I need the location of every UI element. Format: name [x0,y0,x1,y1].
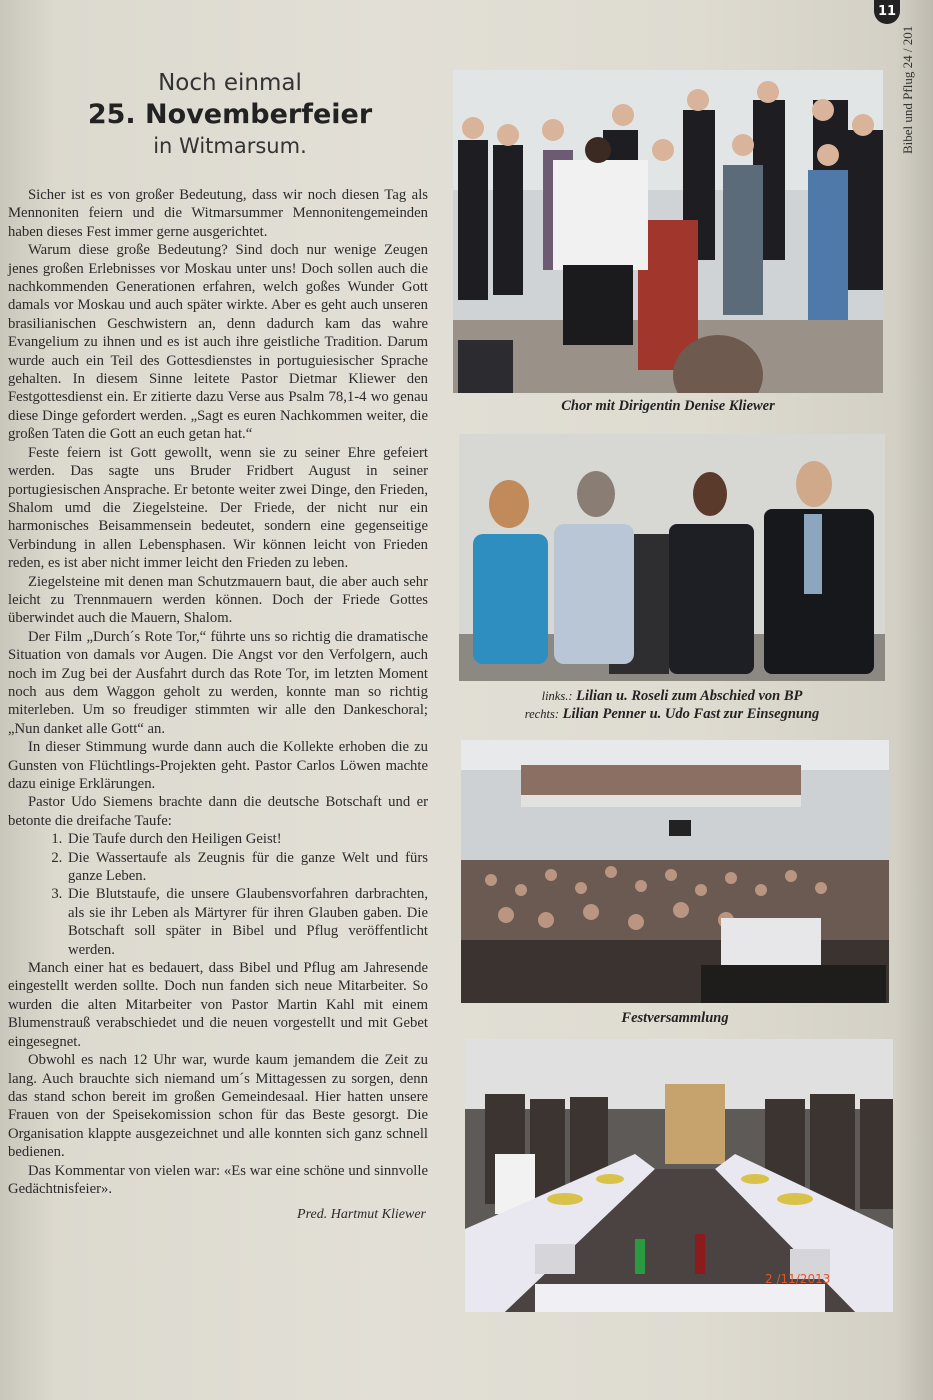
paragraph: Sicher ist es von großer Bedeutung, dass wir noch diesen Tag als Mennoniten feiern und die Witmarsummer Mennonitengemeinden haben dieses Fest immer gerne ausgerichtet. [8,187,428,240]
list-item: 3. Die Blutstaufe, die unsere Glaubensvorfahren darbrachten, als sie ihr Leben als Märtyrer für ihren Glauben gaben. Die Botschaft soll später in Bibel und Pflug veröffentlicht werden. [66,885,428,959]
title-subline: in Witmarsum. [153,134,307,158]
farewell-photo [459,434,885,681]
caption-left-text: Lilian u. Roseli zum Abschied von BP [576,688,803,704]
caption-left-label: links.: [541,689,573,703]
article-title [20,68,440,160]
running-head: Bibel und Pflug 24 / 201 [900,25,915,154]
paragraph: Ziegelsteine mit denen man Schutzmauern baut, die aber auch sehr leicht zu Trennmauern werden können. Doch der Friede Gottes überwindet auch die Mauern, Shalom. [8,573,428,627]
lunch-photo [465,1039,893,1312]
paragraph: In dieser Stimmung wurde dann auch die Kollekte erhoben die zu Gunsten von Flüchtlings-Projekten geht. Pastor Carlos Löwen machte dazu einige Erklärungen. [8,739,428,792]
caption-right-text: Lilian Penner u. Udo Fast zur Einsegnung [562,706,820,722]
farewell-caption [459,687,885,723]
baptism-list [8,830,428,959]
list-item: 2. Die Wassertaufe als Zeugnis für die ganze Welt und fürs ganze Leben. [66,849,428,886]
assembly-photo [461,740,889,1003]
paragraph: Der Film „Durch´s Rote Tor,“ führte uns so richtig die dramatische Situation von damals vor Augen. Die Angst vor den Verfolgern, auch noch im Zug bei der Ausfahrt durch das Rote Tor, im letzten Moment noch aus dem Waggon geholt zu werden, konnte man so richtig miterleben. Um so freudiger stimmten wir alle den Dankeschoral; „Nun danket alle Gott“ an. [8,628,428,737]
paragraph: Das Kommentar von vielen war: «Es war eine schöne und sinnvolle Gedächtnisfeier». [8,1162,428,1197]
paragraph: Pastor Udo Siemens brachte dann die deutsche Botschaft und er betonte die dreifache Taufe: [8,794,428,829]
choir-caption: Chor mit Dirigentin Denise Kliewer [561,398,775,414]
byline: Pred. Hartmut Kliewer [297,1207,426,1223]
paragraph: Obwohl es nach 12 Uhr war, wurde kaum jemandem die Zeit zu lang. Auch brauchte sich niemand um´s Mittagessen zu sorgen, denn das stand schon bereit im großen Gemeindesaal. Hier hatten unsere Frauen von der Speisekomission schon für das Beste gesorgt. Die Organisation klappte ausgezeichnet und alle konnten sich ganz schnell bedienen. [8,1052,428,1161]
article-body [8,186,428,1225]
assembly-caption: Festversammlung [621,1010,729,1026]
title-kicker: Noch einmal [158,70,302,96]
paragraph: Manch einer hat es bedauert, dass Bibel und Pflug am Jahresende eingestellt werden sollte. Doch nun fanden sich neue Mitarbeiter. So wurden die alten Mitarbeiter von Pastor Martin Kahl mit einem Blumenstrauß verabschiedet und die neuen vorgestellt und mit Gebet eingesegnet. [8,960,428,1050]
paragraph: Feste feiern ist Gott gewollt, wenn sie zu seiner Ehre gefeiert werden. Das sagte uns Bruder Fridbert August in seiner portugiesischen Ansprache. Er betonte weiter zwei Dinge, den Frieden, Shalom umd die Ziegelsteine. Der Friede, der nicht nur ein harmonisches Beisammensein bedeutet, sondern eine gegenseitige Verbindung in allen Lebensphasen. Wir können leicht von Frieden reden, es ist aber nicht immer leicht den Frieden zu leben. [8,444,428,572]
choir-photo [453,70,883,393]
list-item: 1. Die Taufe durch den Heiligen Geist! [66,830,428,848]
title-headline: 25. Novemberfeier [87,99,373,130]
date-stamp: 2 /11/2013 [765,1272,831,1286]
page-number: 11 [874,0,900,24]
caption-left-line [459,687,885,705]
caption-right-label: rechts: [524,707,559,721]
paragraph: Warum diese große Bedeutung? Sind doch nur wenige Zeugen jenes großen Erlebnisses vor Moskau unter uns! Doch sollen auch die nachkommenden Generationen erfahren, welch goßes Wunder Gott damals vor Moskau und auch später wirkte. Aber es geht auch unseren brasilianischen Geschwistern an, denn dadurch kam das wahre Evangelium zu ihnen und es ist auch ihre geistliche Tradition. Darum wurde auch ein Teil des Gottesdienstes in portuguiesischer Sprache gehalten. In diesem Sinne leitete Pastor Dietmar Kliewer den Festgottesdienst ein. Er zitierte dazu Verse aus Psalm 78,1-4 wo genau diese Dinge gefordert werden. „Sagt es euren Nachkommen weiter, die großen Taten die Gott an euch getan hat.“ [8,242,428,443]
caption-right-line [459,705,885,723]
